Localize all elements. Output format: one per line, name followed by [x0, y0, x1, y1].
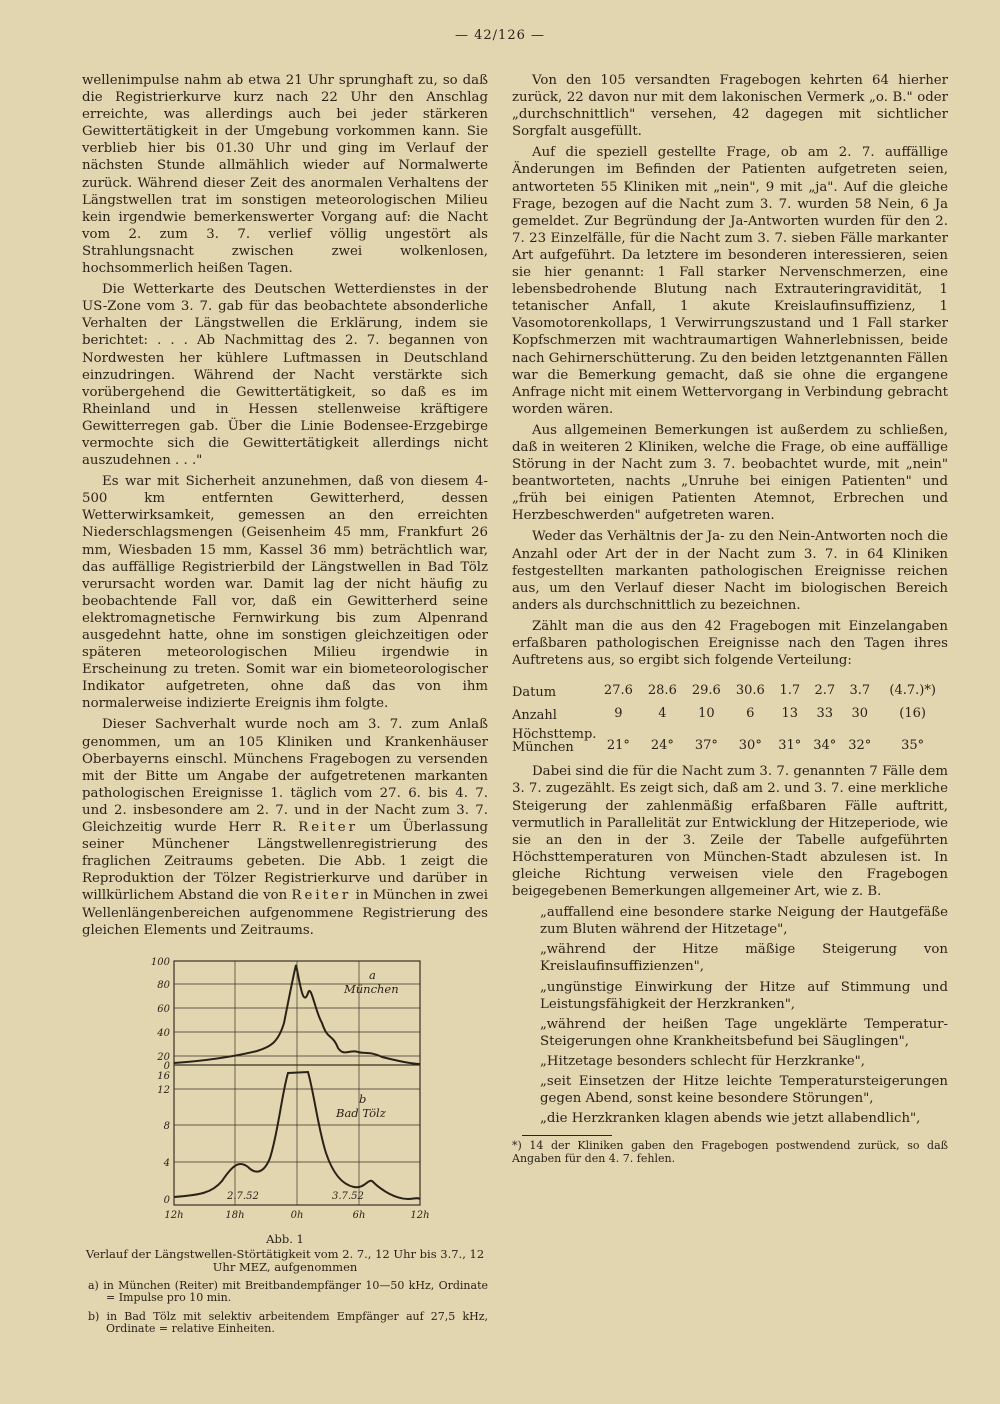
table-cell: 27.6 [603, 683, 633, 699]
table-cell: 35° [901, 738, 925, 754]
quote: „während der heißen Tage ungeklärte Temperatur-Steigerungen ohne Krankheitsbefund bei Säuglingen", [540, 1016, 948, 1049]
figure-1 [82, 953, 488, 1336]
curve-label-b-name: Bad Tölz [336, 1105, 386, 1120]
paragraph: Von den 105 versandten Fragebogen kehrten 64 hierher zurück, 22 davon nur mit dem lakonischen Vermerk „o. B." oder „durchschnittlich" versehen, 42 dagegen mit sichtlicher Sorgfalt ausgefüllt. [512, 73, 948, 140]
registration-curves-plot [82, 953, 488, 1231]
table-cell: 1.7 [779, 683, 801, 699]
paragraph: wellenimpulse nahm ab etwa 21 Uhr sprunghaft zu, so daß die Registrierkurve kurz nach 22 Uhr den Anschlag erreichte, was allerdings auch bei jeder stärkeren Gewittertätigkeit in der Umgebung vorkommen kann. Sie verblieb hier bis 01.30 Uhr und ging im Verlauf der nächsten Stunde allmählich wieder auf Normalwerte zurück. Während dieser Zeit des anormalen Verhaltens der Längstwellen trat im sonstigen meteorologischen Milieu kein irgendwie bemerkenswerter Vorgang auf: die Nacht vom 2. zum 3. 7. verlief völlig ungestört als Strahlungsnacht zwischen zwei wolkenlosen, hochsommerlich heißen Tagen. [82, 73, 488, 277]
y-tick-label: 20 [157, 1051, 170, 1063]
table-cell: 21° [606, 738, 630, 754]
x-tick-label: 12h [410, 1209, 430, 1221]
table-cell: 37° [694, 738, 718, 754]
table-row [512, 725, 948, 757]
table-cell: 29.6 [691, 683, 721, 699]
table-cell: 32° [848, 738, 872, 754]
footnote-rule [522, 1135, 612, 1136]
y-tick-label: 4 [163, 1157, 170, 1169]
date-label: 2.7.52 [227, 1190, 259, 1202]
quote: „die Herzkranken klagen abends wie jetzt allabendlich", [540, 1111, 921, 1127]
y-tick-label: 60 [157, 1003, 170, 1015]
paragraph: Auf die speziell gestellte Frage, ob am 2. 7. auffällige Änderungen im Befinden der Patienten aufgetreten seien, antworteten 55 Kliniken mit „nein", 9 mit „ja". Auf die gleiche Frage, bezogen auf die Nacht zum 3. 7. wurden 58 Nein, 6 Ja gemeldet. Zur Begründung der Ja-Antworten wurden für den 2. 7. 23 Einzelfälle, für die Nacht zum 3. 7. sieben Fälle markanter Art aufgeführt. Da letztere im besonderen interessieren, seien sie hier genannt: 1 Fall starker Nervenschmerzen, eine lebensbedrohende Blutung nach Extrauteringravidität, 1 tetanischer Anfall, 1 akute Kreislaufinsuffizienz, 1 Vasomotorenkollaps, 1 Verwirrungszustand und 1 Fall starker Kopfschmerzen mit wachtraumartigen Wahnerlebnissen, beide nach Gehirnerschütterung. Zu den beiden letztgenannten Fällen war die Bemerkung gemacht, daß sie ohne die ergangene Anfrage nicht mit einem Wettervorgang in Verbindung gebracht worden wären. [512, 145, 948, 417]
page-number: — 42/126 — [455, 28, 545, 43]
row-label: Datum [512, 685, 557, 701]
figure-caption: Verlauf der Längstwellen-Störtätigkeit vom 2. 7., 12 Uhr bis 3.7., 12 Uhr MEZ, aufgenommen [85, 1246, 485, 1274]
y-tick-label: 40 [157, 1027, 170, 1039]
paragraph: Weder das Verhältnis der Ja- zu den Nein-Antworten noch die Anzahl oder Art der in der Nacht zum 3. 7. in 64 Kliniken festgestellten markanten pathologischen Ereignisse reichen aus, um den Verlauf dieser Nacht im biologischen Bereich anders als durchschnittlich zu bezeichnen. [512, 529, 948, 613]
table-cell: 3.7 [849, 683, 871, 699]
table-cell: 2.7 [814, 683, 836, 699]
y-tick-label: 12 [157, 1084, 170, 1096]
table-cell: 4 [658, 706, 667, 722]
quote: „während der Hitze mäßige Steigerung von Kreislaufinsuffizienzen", [540, 942, 948, 975]
x-tick-label: 6h [352, 1209, 366, 1221]
table-cell: (4.7.)*) [889, 683, 936, 699]
quote: „auffallend eine besondere starke Neigung der Hautgefäße zum Bluten während der Hitzetage", [540, 905, 948, 938]
table-cell: 31° [778, 738, 802, 754]
table-cell: (16) [899, 706, 926, 722]
paragraph: Es war mit Sicherheit anzunehmen, daß von diesem 4-500 km entfernten Gewitterherd, dessen Wetterwirksamkeit, gemessen an den erreichten Niederschlagsmengen (Geisenheim 45 mm, Frankfurt 26 mm, Wiesbaden 15 mm, Kassel 36 mm) beträchtlich war, das auffällige Registrierbild der Längstwellen in Bad Tölz verursacht worden war. Damit lag der nicht häufig zu beobachtende Fall vor, daß ein Gewitterherd seine elektromagnetische Fernwirkung bis zum Alpenrand ausgedehnt hatte, ohne im sonstigen gleichzeitigen oder späteren meteorologischen Milieu irgendwie in Erscheinung zu treten. Somit war ein biometeorologischer Indikator aufgetreten, ohne daß das von ihm normalerweise indizierte Ereignis ihm folgte. [82, 474, 488, 712]
paragraph: Dieser Sachverhalt wurde noch am 3. 7. zum Anlaß genommen, um an 105 Kliniken und Krankenhäuser Oberbayerns einschl. Münchens Fragebogen zu versenden mit der Bitte um Angabe der aufgetretenen markanten pathologischen Ereignisse 1. täglich vom 27. 6. bis 4. 7. und 2. insbesondere am 2. 7. und in der Nacht zum 3. 7. Gleichzeitig wurde Herr R. Reiter um Überlassung seiner Münchener Längstwellenregistrierung des fraglichen Zeitraums gebeten. Die Abb. 1 zeigt die Reproduktion der Tölzer Registrierkurve und darüber in willkürlichem Abstand die von Reiter in München in zwei Wellenlängenbereichen aufgenommene Registrierung des gleichen Elements und Zeitraums. [82, 717, 488, 938]
y-tick-label: 80 [157, 979, 170, 991]
figure-caption-a: a) in München (Reiter) mit Breitbandempfänger 10—50 kHz, Ordinate = Impulse pro 10 min. [88, 1278, 488, 1305]
author-name: Reiter [298, 820, 358, 836]
footnote: *) 14 der Kliniken gaben den Fragebogen postwendend zurück, so daß Angaben für den 4. 7. fehlen. [512, 1139, 948, 1165]
table-cell: 6 [746, 706, 755, 722]
paragraph: Die Wetterkarte des Deutschen Wetterdienstes in der US-Zone vom 3. 7. gab für das beobachtete absonderliche Verhalten der Längstwellen die Erklärung, indem sie berichtet: . . . Ab Nachmittag des 2. 7. begannen von Nordwesten her kühlere Luftmassen in Deutschland einzudringen. Während der Nacht verstärkte sich vorübergehend die Gewittertätigkeit, so daß es im Rheinland und in Hessen stellenweise kräftigere Gewitterregen gab. Über die Linie Bodensee-Erzgebirge vermochte sich die Gewittertätigkeit allerdings nicht auszudehnen . . ." [82, 282, 488, 469]
table-cell: 13 [781, 706, 799, 722]
table-row [512, 702, 948, 725]
table-cell: 30.6 [735, 683, 765, 699]
x-tick-label: 12h [164, 1209, 184, 1221]
figure-caption-b: b) in Bad Tölz mit selektiv arbeitendem Empfänger auf 27,5 kHz, Ordinate = relative Einheiten. [88, 1309, 488, 1336]
table-cell: 34° [813, 738, 837, 754]
quote: „seit Einsetzen der Hitze leichte Temperatursteigerungen gegen Abend, sonst keine besondere Störungen", [540, 1073, 948, 1107]
curve-label-a: a [369, 967, 376, 982]
table-row [512, 679, 948, 702]
table-cell: 33 [816, 706, 834, 722]
paragraph: Dabei sind die für die Nacht zum 3. 7. genannten 7 Fälle dem 3. 7. zugezählt. Es zeigt sich, daß am 2. und 3. 7. eine merkliche Steigerung der zahlenmäßig erfaßbaren Fälle auftritt, vermutlich in Parallelität zur Entwicklung der Hitzeperiode, wie sie an den in der 3. Zeile der Tabelle aufgeführten Höchsttemperaturen von München-Stadt abzulesen ist. In gleiche Richtung verweisen viele den Fragebogen beigegebenen Bemerkungen allgemeiner Art, wie z. B. [512, 764, 948, 900]
y-tick-label: 16 [157, 1070, 170, 1082]
row-label: Höchsttemp. München [512, 727, 597, 756]
table-cell: 30° [738, 738, 762, 754]
x-tick-label: 18h [225, 1209, 245, 1221]
y-tick-label: 0 [163, 1060, 170, 1072]
y-tick-label: 100 [150, 956, 170, 968]
paragraph: Aus allgemeinen Bemerkungen ist außerdem zu schließen, daß in weiteren 2 Kliniken, welche die Frage, ob eine auffällige Störung in der Nacht zum 3. 7. beobachtet wurde, mit „nein" beantworteten, nachts „Unruhe bei einigen Patienten" und „früh bei einigen Patienten Atemnot, Erbrechen und Herzbeschwerden" aufgetreten waren. [512, 422, 948, 524]
y-tick-label: 8 [163, 1120, 170, 1132]
table-cell: 24° [650, 738, 674, 754]
plot-grid [174, 961, 420, 1205]
table-cell: 28.6 [647, 683, 677, 699]
table-cell: 30 [851, 706, 869, 722]
curve-label-b: b [359, 1091, 367, 1106]
quote: „ungünstige Einwirkung der Hitze auf Stimmung und Leistungsfähigkeit der Herzkranken", [540, 979, 948, 1012]
figure-title: Abb. 1 [266, 1231, 304, 1246]
date-label: 3.7.52 [332, 1190, 364, 1202]
author-name: Reiter [291, 888, 352, 904]
y-tick-label: 0 [163, 1194, 170, 1206]
paragraph: Zählt man die aus den 42 Fragebogen mit Einzelangaben erfaßbaren pathologischen Ereignisse nach den Tagen ihres Auftretens aus, so ergibt sich folgende Verteilung: [512, 618, 948, 669]
table-cell: 9 [614, 706, 623, 722]
left-column [82, 72, 488, 1336]
distribution-table [512, 679, 948, 757]
x-tick-label: 0h [290, 1209, 304, 1221]
quote: „Hitzetage besonders schlecht für Herzkranke", [540, 1053, 866, 1069]
row-label: Anzahl [512, 708, 557, 724]
curve-label-a-name: München [344, 981, 399, 996]
right-column [512, 72, 948, 1169]
table-cell: 10 [698, 706, 715, 722]
